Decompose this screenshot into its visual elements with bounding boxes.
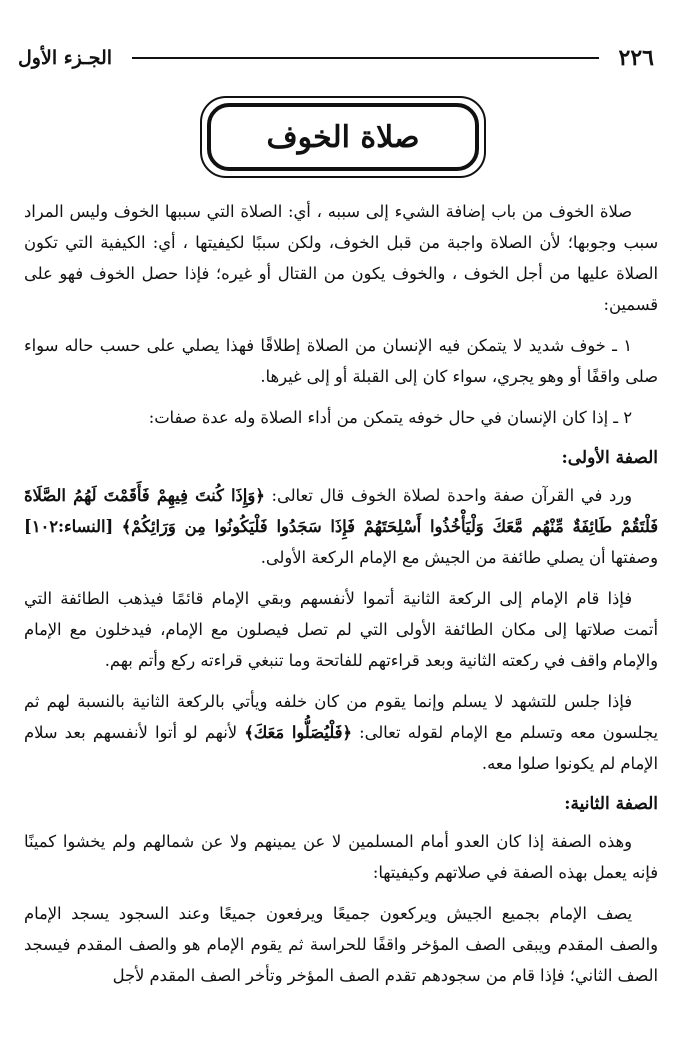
paragraph-second-rakah: فإذا قام الإمام إلى الركعة الثانية أتموا لأنفسهم وبقي الإمام قائمًا فيذهب الطائفة التي أتمت صلاتها إلى مكان الطائفة الأولى التي لم تصل فيصلون مع الإمام، فيدخلون مع الإمام والإمام واقف في ركعته الثانية وبعد قراءتهم للفاتحة وما تنبغي قراءته ركع وأتم بهم. xyxy=(24,589,658,670)
subheading-second-form: الصفة الثانية: xyxy=(564,794,658,814)
paragraph-text: فإذا جلس للتشهد لا يسلم وإنما يقوم من كان خلفه ويأتي بالركعة الثانية بالنسبة لهم ثم يجلسون معه وتسلم مع الإمام لقوله تعالى: xyxy=(24,692,658,742)
chapter-title-frame xyxy=(200,96,486,178)
paragraph-text: وصفتها أن يصلي طائفة من الجيش مع الإمام الركعة الأولى. xyxy=(260,548,658,567)
running-head: الجـزء الأول xyxy=(18,47,113,69)
chapter-title-inner-frame xyxy=(207,103,479,171)
quran-verse: ﴿فَلْيُصَلُّوا مَعَكَ﴾ xyxy=(244,723,352,742)
header-rule xyxy=(132,57,599,59)
page-header xyxy=(18,38,654,78)
quran-verse: ﴿وَإِذَا كُنتَ فِيهِمْ فَأَقَمْتَ لَهُمُ الصَّلَاةَ فَلْتَقُمْ طَائِفَةٌ مِّنْهُم مَّعَكَ وَلْيَأْخُذُوا أَسْلِحَتَهُمْ فَإِذَا سَجَدُوا فَلْيَكُونُوا مِن وَرَائِكُمْ﴾ xyxy=(24,486,658,536)
subheading-first-form: الصفة الأولى: xyxy=(561,448,658,468)
body-text xyxy=(24,196,658,1001)
paragraph-tashahhud xyxy=(24,686,658,779)
paragraph-text: لأنهم لو أتوا لأنفسهم بعد سلام الإمام لم يكونوا صلوا معه. xyxy=(24,723,658,773)
paragraph-type-2: ٢ ـ إذا كان الإنسان في حال خوفه يتمكن من أداء الصلاة وله عدة صفات: xyxy=(148,408,632,427)
paragraph-enemy-front: وهذه الصفة إذا كان العدو أمام المسلمين لا عن يمينهم ولا عن شمالهم ولم يخشوا كمينًا فإنه يعمل بهذه الصفة في صلاتهم وكيفيتها: xyxy=(24,832,658,882)
paragraph-quran-verse xyxy=(24,480,658,573)
paragraph-intro: صلاة الخوف من باب إضافة الشيء إلى سببه ، أي: الصلاة التي سببها الخوف وليس المراد سبب وجوبها؛ لأن الصلاة واجبة من قبل الخوف، ولكن سببًا لكيفيتها ، أي: الكيفية التي تكون الصلاة عليها من أجل الخوف ، والخوف يكون من القتال أو غيره؛ فإذا حصل الخوف فهو على قسمين: xyxy=(24,202,658,314)
paragraph-rows: يصف الإمام بجميع الجيش ويركعون جميعًا ويرفعون جميعًا وعند السجود يسجد الإمام والصف المقدم ويبقى الصف المؤخر واقفًا للحراسة ثم يقوم الإمام هو والصف المقدم فيسجد الصف الثاني؛ فإذا قام من سجودهم تقدم الصف المؤخر وتأخر الصف المقدم لأجل xyxy=(24,904,658,985)
page-number: ٢٢٦ xyxy=(618,45,654,71)
verse-reference: [النساء:١٠٢] xyxy=(24,517,114,536)
chapter-title: صلاة الخوف xyxy=(266,119,420,155)
paragraph-text: ورد في القرآن صفة واحدة لصلاة الخوف قال تعالى: xyxy=(271,486,632,505)
paragraph-type-1: ١ ـ خوف شديد لا يتمكن فيه الإنسان من الصلاة إطلاقًا فهذا يصلي على حسب حاله سواء صلى واقفًا أو وهو يجري، سواء كان إلى القبلة أو إلى غيرها. xyxy=(24,336,658,386)
